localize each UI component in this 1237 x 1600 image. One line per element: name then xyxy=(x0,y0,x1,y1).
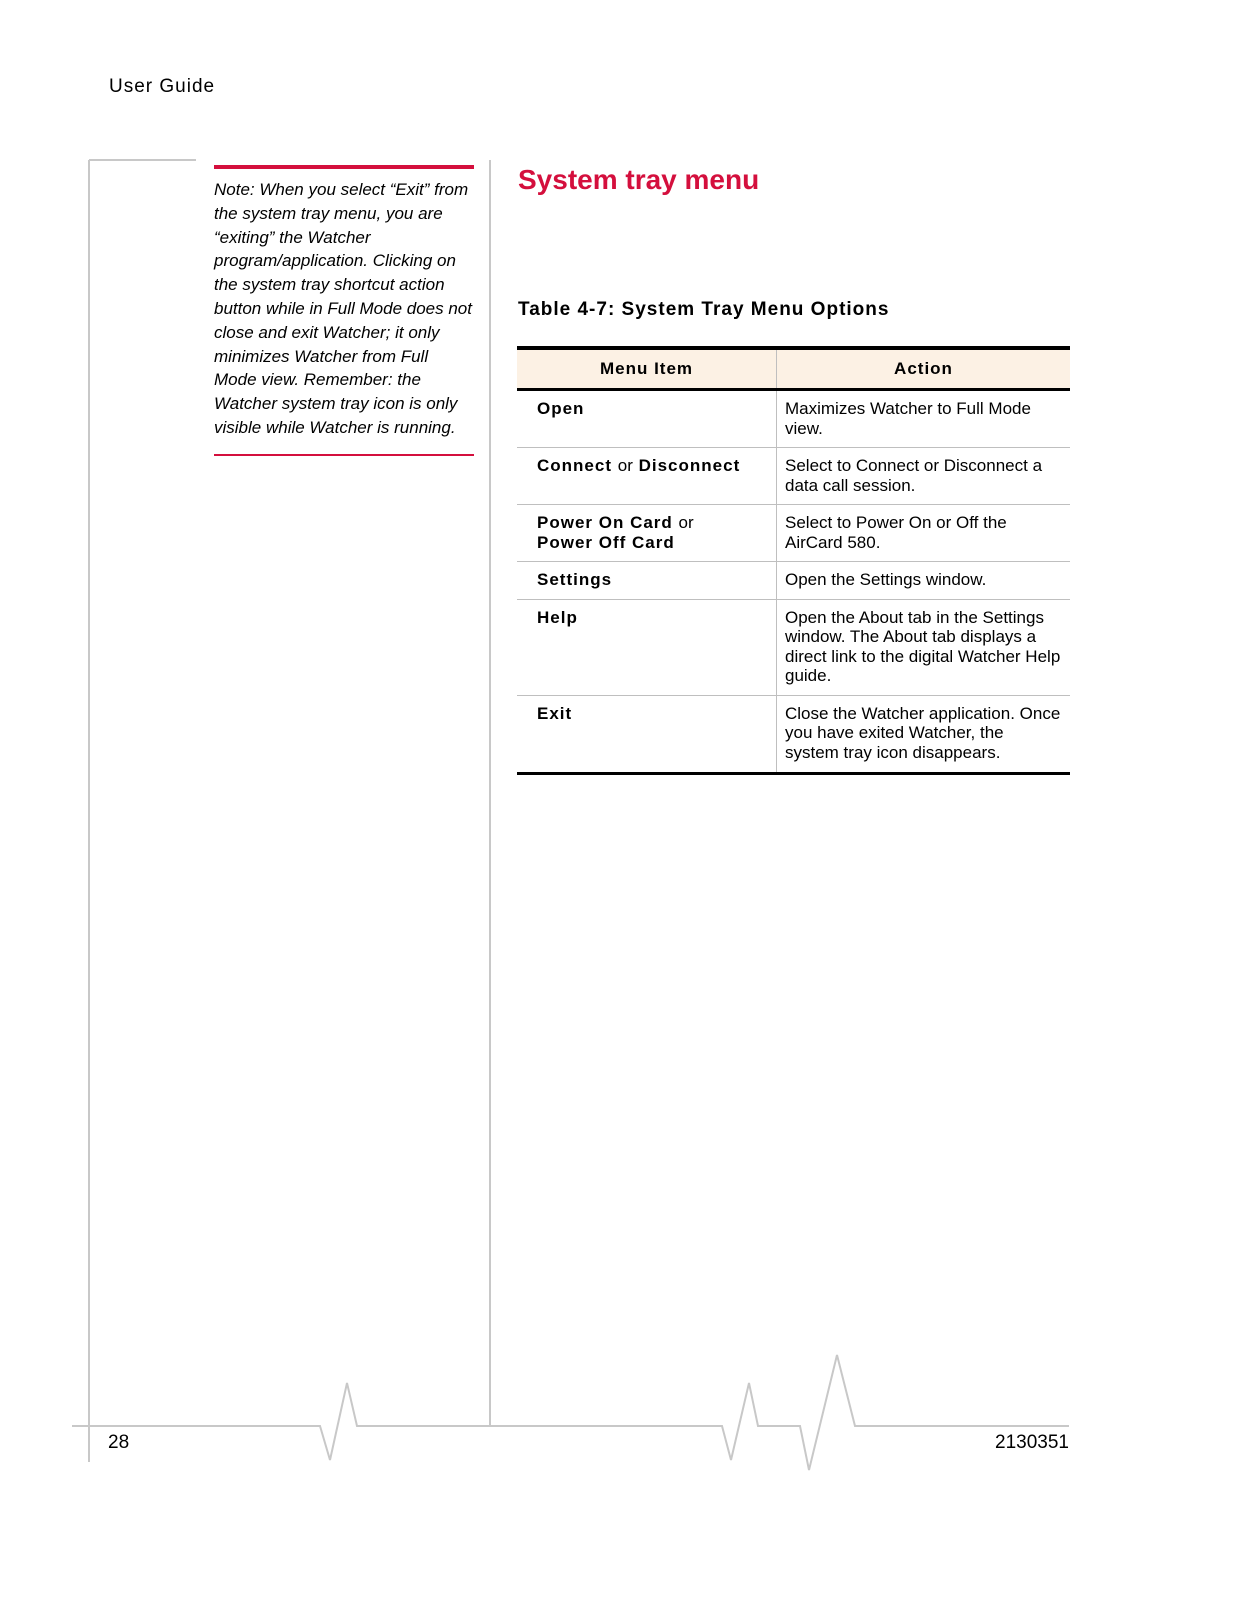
menu-item-cell xyxy=(517,448,777,505)
menu-item-joiner: or xyxy=(678,513,694,532)
menu-item-cell xyxy=(517,562,777,600)
column-header-action: Action xyxy=(777,348,1071,390)
menu-item-name: Help xyxy=(537,607,578,627)
action-cell: Maximizes Watcher to Full Mode view. xyxy=(777,390,1071,448)
note-bottom-rule xyxy=(214,454,474,456)
action-cell: Open the About tab in the Settings window. The About tab displays a direct link to the digital Watcher Help guide. xyxy=(777,599,1071,695)
menu-item-name: Exit xyxy=(537,703,573,723)
table-header-row xyxy=(517,348,1070,390)
note-text: Note: When you select “Exit” from the system tray menu, you are “exiting” the Watcher program/application. Clicking on the system tray shortcut action button while in Full Mode does not close and exit Watcher; it only minimizes Watcher from Full Mode view. Remember: the Watcher system tray icon is only visible while Watcher is running. xyxy=(214,180,472,437)
action-cell: Select to Power On or Off the AirCard 580. xyxy=(777,505,1071,562)
menu-item-name: Connect xyxy=(537,456,612,475)
table-row xyxy=(517,448,1070,505)
action-cell: Select to Connect or Disconnect a data call session. xyxy=(777,448,1071,505)
menu-item-name-alt: Disconnect xyxy=(638,456,741,475)
note-top-rule xyxy=(214,165,474,169)
page-number: 28 xyxy=(108,1432,130,1453)
menu-item-cell xyxy=(517,390,777,448)
system-tray-menu-table xyxy=(517,346,1070,775)
table-row xyxy=(517,390,1070,448)
menu-item-name: Settings xyxy=(537,570,613,589)
running-header: User Guide xyxy=(109,76,216,97)
menu-item-cell xyxy=(517,695,777,774)
document-number: 2130351 xyxy=(995,1432,1069,1453)
table-row xyxy=(517,695,1070,774)
menu-item-cell xyxy=(517,599,777,695)
heartbeat-line xyxy=(72,1355,1069,1470)
column-header-menu-item: Menu Item xyxy=(517,348,777,390)
action-cell: Open the Settings window. xyxy=(777,562,1071,600)
menu-item-cell xyxy=(517,505,777,562)
note-box xyxy=(214,165,474,456)
menu-item-name: Open xyxy=(537,399,585,418)
action-cell: Close the Watcher application. Once you have exited Watcher, the system tray icon disappears. xyxy=(777,695,1071,774)
table-row xyxy=(517,599,1070,695)
section-title: System tray menu xyxy=(518,164,760,195)
menu-item-joiner: or xyxy=(617,456,633,475)
menu-item-name-alt: Power Off Card xyxy=(537,532,675,552)
menu-item-name: Power On Card xyxy=(537,513,673,532)
table-caption: Table 4-7: System Tray Menu Options xyxy=(518,299,890,320)
table-row xyxy=(517,562,1070,600)
table-row xyxy=(517,505,1070,562)
